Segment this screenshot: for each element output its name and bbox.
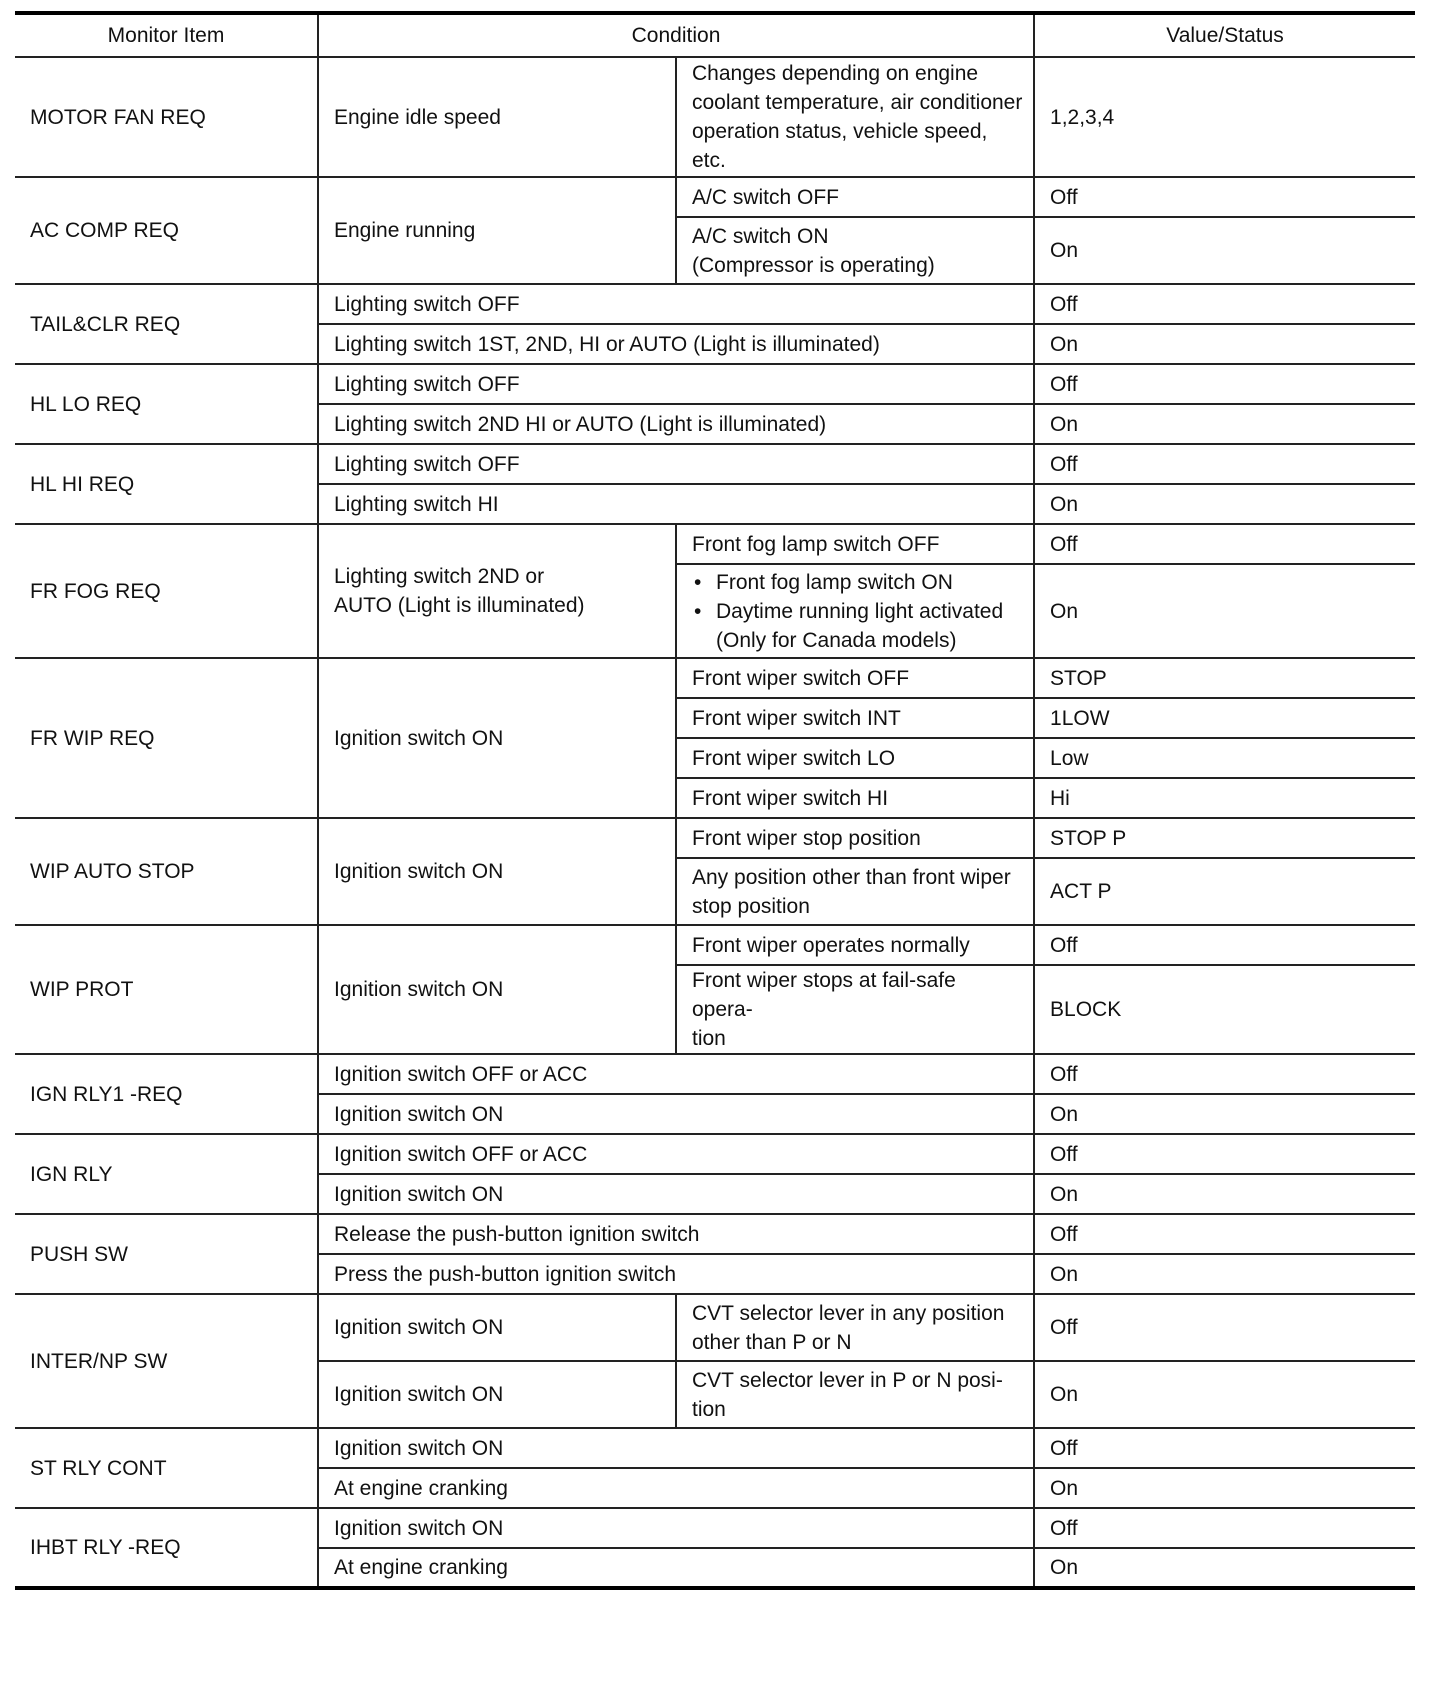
condition-cell: Lighting switch HI [318, 484, 1034, 524]
value-cell: BLOCK [1034, 965, 1415, 1054]
bullet-item: • Front fog lamp switch ON [692, 568, 1018, 597]
monitor-item-table [15, 11, 1415, 1590]
value-cell: STOP [1034, 658, 1415, 698]
value-cell: On [1034, 1254, 1415, 1294]
bullet-list [692, 568, 1018, 655]
monitor-item-cell: WIP PROT [15, 925, 318, 1054]
condition-cell: Ignition switch ON [318, 1294, 676, 1361]
sub-condition-cell: Front wiper switch HI [676, 778, 1034, 818]
table-row [15, 364, 1415, 404]
value-cell: On [1034, 217, 1415, 284]
monitor-item-cell: WIP AUTO STOP [15, 818, 318, 925]
condition-cell: Ignition switch ON [318, 1361, 676, 1428]
sub-condition-cell: Front fog lamp switch OFF [676, 524, 1034, 564]
sub-condition-cell: Changes depending on engine coolant temperature, air conditioner operation status, vehicle speed, etc. [676, 57, 1034, 177]
condition-cell: Ignition switch ON [318, 1094, 1034, 1134]
table-row [15, 1214, 1415, 1254]
sub-condition-cell: A/C switch OFF [676, 177, 1034, 217]
monitor-item-cell: PUSH SW [15, 1214, 318, 1294]
value-cell: ACT P [1034, 858, 1415, 925]
table-row [15, 925, 1415, 965]
condition-cell: Ignition switch ON [318, 1508, 1034, 1548]
monitor-item-cell: TAIL&CLR REQ [15, 284, 318, 364]
condition-cell: At engine cranking [318, 1468, 1034, 1508]
monitor-item-cell: HL LO REQ [15, 364, 318, 444]
table-row [15, 818, 1415, 858]
value-cell: STOP P [1034, 818, 1415, 858]
value-cell: On [1034, 564, 1415, 658]
condition-cell: Lighting switch OFF [318, 364, 1034, 404]
sub-condition-cell: Front wiper stop position [676, 818, 1034, 858]
value-cell: Off [1034, 1508, 1415, 1548]
value-cell: Off [1034, 364, 1415, 404]
condition-cell: Ignition switch ON [318, 658, 676, 818]
value-cell: Off [1034, 1214, 1415, 1254]
monitor-item-cell: HL HI REQ [15, 444, 318, 524]
value-cell: Off [1034, 1054, 1415, 1094]
sub-condition-line: other than P or N [692, 1330, 852, 1354]
header-condition: Condition [318, 13, 1034, 57]
condition-cell [318, 524, 676, 658]
sub-condition-line: stop position [692, 894, 810, 918]
value-cell: 1LOW [1034, 698, 1415, 738]
sub-condition-line: CVT selector lever in P or N posi- [692, 1368, 1003, 1392]
condition-cell: Engine idle speed [318, 57, 676, 177]
condition-cell: Release the push-button ignition switch [318, 1214, 1034, 1254]
sub-condition-line: CVT selector lever in any position [692, 1301, 1005, 1325]
monitor-item-cell: INTER/NP SW [15, 1294, 318, 1428]
bullet-continuation: (Only for Canada models) [716, 628, 957, 652]
table-row [15, 1428, 1415, 1468]
table-row [15, 524, 1415, 564]
header-monitor-item: Monitor Item [15, 13, 318, 57]
value-cell: On [1034, 484, 1415, 524]
value-cell: Off [1034, 524, 1415, 564]
monitor-item-cell: IGN RLY [15, 1134, 318, 1214]
value-cell: 1,2,3,4 [1034, 57, 1415, 177]
condition-cell: Ignition switch OFF or ACC [318, 1134, 1034, 1174]
sub-condition-cell: Front wiper switch LO [676, 738, 1034, 778]
sub-condition-cell [676, 965, 1034, 1054]
sub-condition-cell: Front wiper switch INT [676, 698, 1034, 738]
sub-condition-line: Front wiper stops at fail-safe opera- [692, 969, 956, 1021]
table-row [15, 1508, 1415, 1548]
value-cell: Off [1034, 1134, 1415, 1174]
condition-cell: Ignition switch ON [318, 1428, 1034, 1468]
value-cell: Hi [1034, 778, 1415, 818]
condition-cell: Lighting switch 1ST, 2ND, HI or AUTO (Light is illuminated) [318, 324, 1034, 364]
sub-condition-line: tion [692, 1397, 726, 1421]
sub-condition-cell [676, 1361, 1034, 1428]
monitor-item-cell: IHBT RLY -REQ [15, 1508, 318, 1588]
condition-cell: Ignition switch OFF or ACC [318, 1054, 1034, 1094]
value-cell: On [1034, 1094, 1415, 1134]
sub-condition-line: A/C switch ON [692, 224, 829, 248]
condition-line: Lighting switch 2ND or [334, 565, 545, 588]
condition-cell: Lighting switch OFF [318, 284, 1034, 324]
header-value-status: Value/Status [1034, 13, 1415, 57]
value-cell: On [1034, 1361, 1415, 1428]
condition-cell: Press the push-button ignition switch [318, 1254, 1034, 1294]
sub-condition-cell [676, 217, 1034, 284]
monitor-item-cell: ST RLY CONT [15, 1428, 318, 1508]
condition-cell: Engine running [318, 177, 676, 284]
value-cell: On [1034, 1174, 1415, 1214]
header-row [15, 13, 1415, 57]
condition-cell: Lighting switch 2ND HI or AUTO (Light is illuminated) [318, 404, 1034, 444]
condition-line: AUTO (Light is illuminated) [334, 594, 585, 617]
value-cell: On [1034, 404, 1415, 444]
table-row [15, 1294, 1415, 1361]
value-cell: Off [1034, 284, 1415, 324]
value-cell: On [1034, 1548, 1415, 1588]
sub-condition-line: Any position other than front wiper [692, 865, 1011, 889]
value-cell: Off [1034, 1428, 1415, 1468]
table-row [15, 1134, 1415, 1174]
sub-condition-cell: Front wiper operates normally [676, 925, 1034, 965]
sub-condition-cell [676, 858, 1034, 925]
condition-cell: Ignition switch ON [318, 1174, 1034, 1214]
sub-condition-cell [676, 1294, 1034, 1361]
sub-condition-line: tion [692, 1027, 726, 1050]
value-cell: Off [1034, 177, 1415, 217]
condition-cell: At engine cranking [318, 1548, 1034, 1588]
sub-condition-cell [676, 564, 1034, 658]
condition-cell: Ignition switch ON [318, 818, 676, 925]
monitor-item-cell: MOTOR FAN REQ [15, 57, 318, 177]
value-cell: Off [1034, 444, 1415, 484]
table-row [15, 1054, 1415, 1094]
value-cell: On [1034, 1468, 1415, 1508]
sub-condition-cell: Front wiper switch OFF [676, 658, 1034, 698]
monitor-item-cell: FR FOG REQ [15, 524, 318, 658]
table-row [15, 444, 1415, 484]
monitor-item-cell: FR WIP REQ [15, 658, 318, 818]
value-cell: Off [1034, 925, 1415, 965]
condition-cell: Lighting switch OFF [318, 444, 1034, 484]
monitor-item-cell: IGN RLY1 -REQ [15, 1054, 318, 1134]
table-row [15, 284, 1415, 324]
table-row [15, 177, 1415, 217]
value-cell: Off [1034, 1294, 1415, 1361]
condition-cell: Ignition switch ON [318, 925, 676, 1054]
table-row [15, 658, 1415, 698]
value-cell: Low [1034, 738, 1415, 778]
sub-condition-line: (Compressor is operating) [692, 253, 935, 277]
value-cell: On [1034, 324, 1415, 364]
monitor-item-cell: AC COMP REQ [15, 177, 318, 284]
bullet-item: • Daytime running light activated [692, 597, 1018, 626]
table-row [15, 57, 1415, 177]
